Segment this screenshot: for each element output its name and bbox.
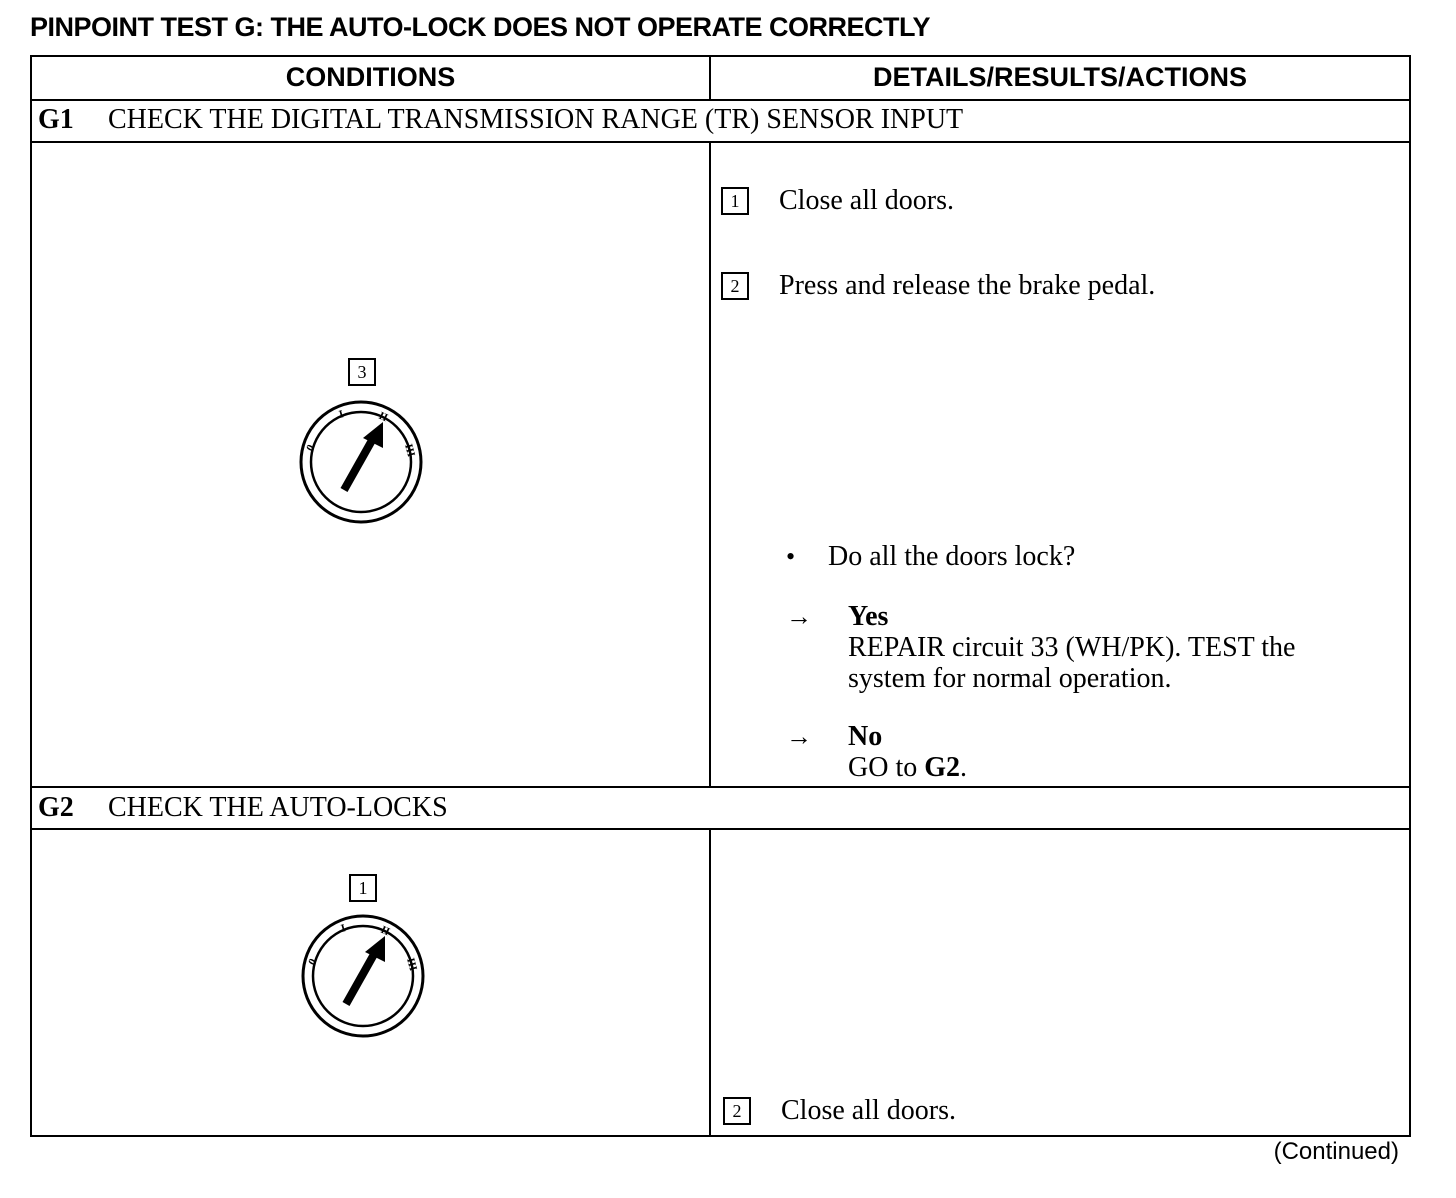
g1-title-divider [32,141,1409,143]
page-title: PINPOINT TEST G: THE AUTO-LOCK DOES NOT OPERATE CORRECTLY [30,12,931,42]
question-bullet: • [786,542,796,571]
g2-dial-label-2: II [378,923,392,939]
g2-step-2-text: Close all doors. [781,1095,956,1126]
no-action-prefix: GO to [848,752,925,783]
g1-step-id: G1 [38,104,74,135]
g1-step-1-box: 1 [721,187,749,215]
yes-arrow-icon: → [786,602,812,631]
continued-note: (Continued) [1273,1138,1399,1165]
column-header-conditions: CONDITIONS [285,62,456,92]
yes-action-line-2: system for normal operation. [848,663,1172,694]
g2-dial-step-box: 1 [349,874,377,902]
g1-title-text: CHECK THE DIGITAL TRANSMISSION RANGE (TR) SENSOR INPUT [108,104,964,135]
yes-action-line-1: REPAIR circuit 33 (WH/PK). TEST the [848,632,1296,663]
g1-dial-label-1: I [337,408,345,421]
g1-dial-label-0: 0 [304,442,318,454]
g2-step-id: G2 [38,792,74,823]
ignition-switch-run-icon [296,400,426,525]
column-header-details: DETAILS/RESULTS/ACTIONS [872,62,1247,92]
no-arrow-icon: → [786,722,812,751]
g2-title-text: CHECK THE AUTO-LOCKS [108,792,448,823]
g1-dial-label-2: II [376,409,390,425]
g2-dial-label-3: III [404,956,420,973]
no-action [848,752,967,783]
yes-label: Yes [848,601,889,632]
g1-column-divider [709,141,711,786]
g1-step-2-box: 2 [721,272,749,300]
g2-dial-label-0: 0 [306,956,320,968]
no-label: No [848,721,883,752]
header-divider [32,99,1409,101]
pinpoint-test-table [30,55,1411,1137]
g1-section-title [38,104,963,136]
g1-dial-step-box: 3 [348,358,376,386]
no-action-ref: G2 [924,752,961,783]
ignition-switch-run-icon [298,914,428,1039]
no-action-suffix: . [960,752,968,783]
g2-column-divider [709,828,711,1137]
g1-step-2-text: Press and release the brake pedal. [779,270,1156,301]
g1-body-divider [32,786,1409,788]
g2-dial-label-1: I [339,922,347,935]
g1-step-1-text: Close all doors. [779,185,954,216]
g2-section-title [38,792,448,824]
g2-step-2-box: 2 [723,1097,751,1125]
g1-question-text: Do all the doors lock? [828,541,1076,572]
g1-dial-label-3: III [402,442,418,459]
g2-title-divider [32,828,1409,830]
